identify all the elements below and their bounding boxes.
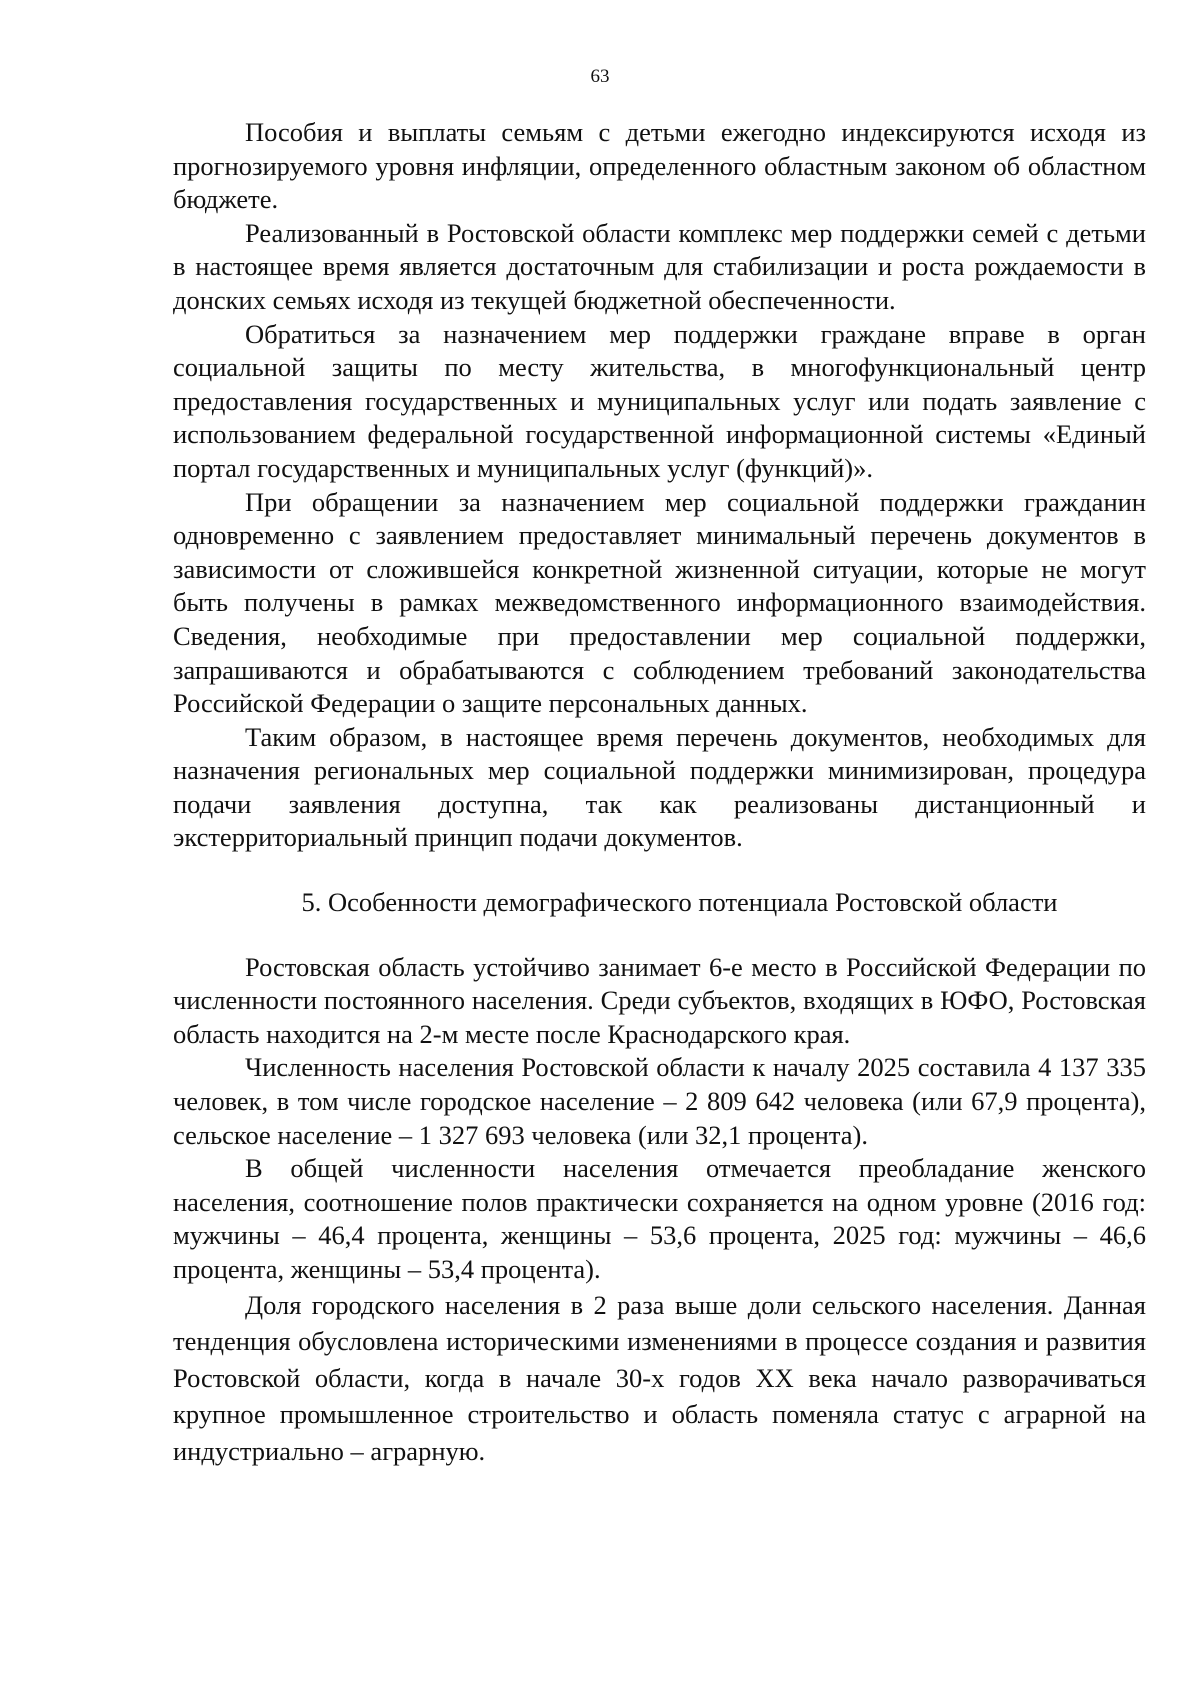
paragraph-support-measures: Реализованный в Ростовской области комплекс мер поддержки семей с детьми в настоящее время является достаточным для стабилизации и роста рождаемости в донских семьях исходя из текущей бюджетной обеспеченности. xyxy=(173,217,1146,315)
paragraph-population-count: Численность населения Ростовской области к началу 2025 составила 4 137 335 человек, в том числе городское население – 2 809 642 человека (или 67,9 процента), сельское население – 1 327 693 человека (или 32,1 процента). xyxy=(173,1052,1146,1150)
paragraph-gender-ratio: В общей численности населения отмечается преобладание женского населения, соотношение полов практически сохраняется на одном уровне (2016 год: мужчины – 46,4 процента, женщины – 53,6 процента, 2025 год: мужчины – 46,6 процента, женщины – 53,4 процента). xyxy=(173,1153,1146,1284)
paragraph-population-rank: Ростовская область устойчиво занимает 6-е место в Российской Федерации по численности постоянного населения. Среди субъектов, входящих в ЮФО, Ростовская область находится на 2-м месте после Краснодарского края. xyxy=(173,951,1146,1049)
paragraph-benefits-indexation: Пособия и выплаты семьям с детьми ежегодно индексируются исходя из прогнозируемого уровня инфляции, определенного областным законом об областном бюджете. xyxy=(173,117,1146,215)
section-heading: 5. Особенности демографического потенциала Ростовской области xyxy=(301,887,1058,918)
page-number: 63 xyxy=(590,66,610,87)
document-body xyxy=(173,116,1146,1470)
paragraph-application-channels: Обратиться за назначением мер поддержки граждане вправе в орган социальной защиты по месту жительства, в многофункциональный центр предоставления государственных и муниципальных услуг или подать заявление с использованием федеральной государственной информационной системы «Единый портал государственных и муниципальных услуг (функций)». xyxy=(173,318,1146,483)
paragraph-required-documents: При обращении за назначением мер социальной поддержки гражданин одновременно с заявлением предоставляет минимальный перечень документов в зависимости от сложившейся конкретной жизненной ситуации, которые не могут быть получены в рамках межведомственного информационного взаимодействия. Сведения, необходимые при предоставлении мер социальной поддержки, запрашиваются и обрабатываются с соблюдением требований законодательства Российской Федерации о защите персональных данных. xyxy=(173,486,1146,719)
paragraph-summary: Таким образом, в настоящее время перечень документов, необходимых для назначения региональных мер социальной поддержки минимизирован, процедура подачи заявления доступна, так как реализованы дистанционный и экстерриториальный принцип подачи документов. xyxy=(173,721,1146,853)
paragraph-urban-share: Доля городского населения в 2 раза выше доли сельского населения. Данная тенденция обусловлена историческими изменениями в процессе создания и развития Ростовской области, когда в начале 30-х годов XX века начало разворачиваться крупное промышленное строительство и область поменяла статус с аграрной на индустриально – аграрную. xyxy=(173,1289,1146,1466)
